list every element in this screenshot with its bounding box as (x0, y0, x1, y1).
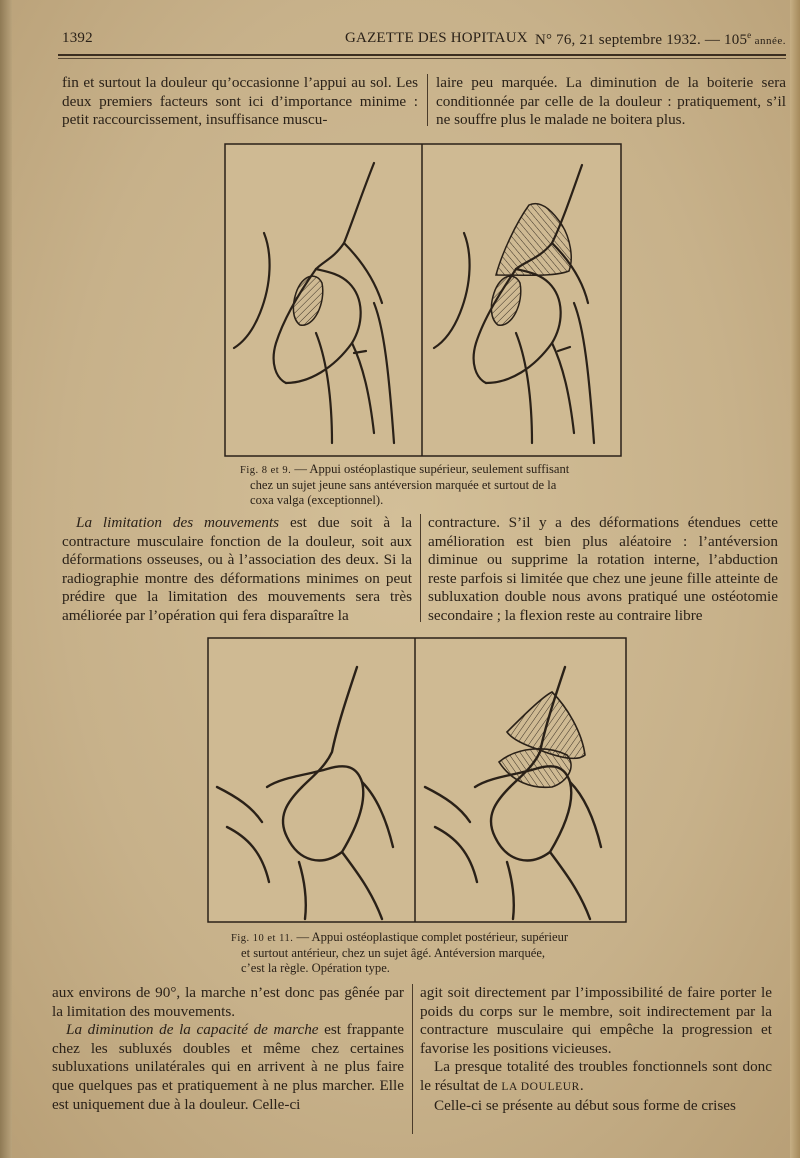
paragraph-text: La presque totalité des troubles fonctionnels sont donc le résultat de (420, 1058, 772, 1094)
middle-right-column (428, 514, 778, 626)
column-divider (412, 984, 413, 1134)
issue-annee: année. (751, 35, 786, 47)
top-left-column (62, 74, 418, 130)
caption-line (240, 462, 569, 478)
figure-8-9-drawing (224, 143, 622, 457)
caption-line: chez un sujet jeune sans antéversion marquée et surtout de la (250, 478, 557, 493)
running-header (62, 30, 786, 52)
journal-title: GAZETTE DES HOPITAUX (345, 30, 528, 46)
caption-label: Fig. 10 et 11. (231, 933, 294, 944)
paragraph-end: . (579, 1076, 584, 1094)
column-divider (427, 74, 428, 126)
page-edge-right (790, 0, 800, 1158)
paragraph (420, 1058, 772, 1096)
bottom-right-column (420, 984, 772, 1115)
bottom-left-column (52, 984, 404, 1114)
paragraph (52, 1021, 404, 1114)
issue-info (535, 30, 786, 49)
figure-10-11-caption (231, 930, 568, 975)
figure-10-11 (207, 637, 627, 923)
paragraph: contracture. S’il y a des déformations étendues cette amélioration est bien plus aléatoire : l’antéversion diminue ou supprime la rotation interne, l’abduction reste parfois si limitée que chez une jeune fille atteinte de subluxation double nous avons pratiqué une ostéotomie secondaire ; la flexion reste au contraire libre (428, 514, 778, 624)
paragraph: fin et surtout la douleur qu’occasionne l’appui au sol. Les deux premiers facteurs sont ici d’importance minime : petit raccourcissement, insuffisance muscu- (62, 74, 418, 129)
figure-8-9-caption (240, 462, 569, 507)
page-number: 1392 (62, 30, 93, 46)
caption-line (231, 930, 568, 946)
paragraph: agit soit directement par l’impossibilité de faire porter le poids du corps sur le membre, soit indirectement par la contracture musculaire qui empêche la progression et favorise les positions vicieuses. (420, 984, 772, 1057)
column-divider (420, 514, 421, 622)
caption-line: c’est la règle. Opération type. (241, 960, 390, 975)
caption-text: — Appui ostéoplastique complet postérieur, supérieur (293, 930, 569, 944)
caption-line: coxa valga (exceptionnel). (250, 492, 384, 507)
middle-left-column (62, 514, 412, 626)
issue-text: N° 76, 21 septembre 1932. — 105 (534, 32, 748, 48)
paragraph: Celle-ci se présente au début sous forme de crises (434, 1096, 736, 1114)
paragraph: laire peu marquée. La diminution de la boiterie sera conditionnée par celle de la douleur : pratiquement, s’il ne souffre plus le malade ne boitera plus. (436, 74, 786, 129)
paragraph: aux environs de 90°, la marche n’est donc pas gênée par la limitation des mouvements. (52, 984, 404, 1020)
small-caps-term: LA DOULEUR (501, 1080, 580, 1093)
italic-lead: La diminution de la capacité de marche (66, 1021, 319, 1039)
caption-text: — Appui ostéoplastique supérieur, seulement suffisant (291, 462, 570, 476)
caption-line: et surtout antérieur, chez un sujet âgé. Antéversion marquée, (241, 946, 546, 961)
italic-lead: La limitation des mouvements (76, 514, 280, 531)
figure-10-11-drawing (207, 637, 627, 923)
figure-8-9 (224, 143, 622, 457)
paragraph-text: est frappante chez les subluxés doubles et même chez certaines subluxations unilatérales qui en arrivent à ne plus faire que quelques pas et pratiquement à ne plus marcher. Elle est uniquement due à la douleur. Celle-ci (52, 1021, 404, 1113)
page-edge-left (0, 0, 12, 1158)
paragraph-text: est due soit à la contracture musculaire fonction de la douleur, soit aux déformations osseuses, ou à l’association des deux. Si la radiographie montre des déformations minimes on peut prédire que la limitation des mouvements sera très améliorée par l’opération qui fera disparaître la (62, 514, 412, 624)
header-rule-thin (58, 58, 786, 59)
issue-suffix: e (747, 30, 752, 40)
paragraph (62, 514, 412, 626)
header-rule-thick (58, 54, 786, 56)
top-right-column (436, 74, 786, 130)
caption-label: Fig. 8 et 9. (240, 465, 292, 476)
